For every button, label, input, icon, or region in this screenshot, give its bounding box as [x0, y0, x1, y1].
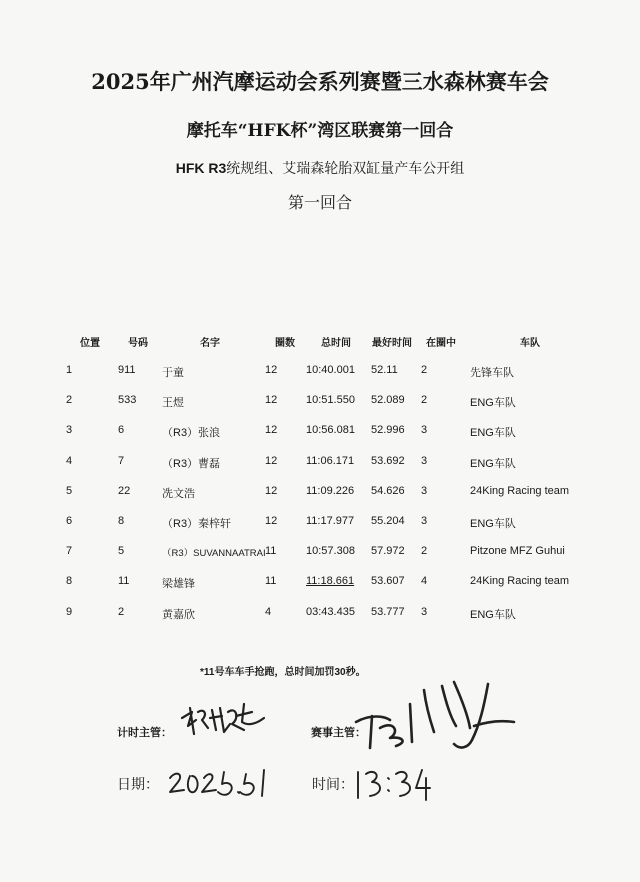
cell-best-time: 52.996	[371, 424, 405, 437]
cell-in-lap: 3	[421, 484, 428, 497]
time-label: 时间：	[312, 776, 354, 792]
cell-name: （R3）曹磊	[162, 457, 221, 470]
col-header-team: 车队	[520, 338, 540, 349]
class-group-name: 统规组、艾瑞森轮胎双缸量产车公开组	[226, 160, 465, 176]
cell-total-time: 11:17.977	[306, 515, 355, 527]
cell-total-time: 03:43.435	[306, 605, 355, 618]
cell-best-time: 55.204	[371, 515, 405, 527]
cell-position: 7	[66, 545, 73, 558]
penalty-note: *11号车车手抢跑，总时间加罚30秒。	[200, 667, 366, 678]
cell-number: 7	[118, 454, 125, 467]
cell-team: 24King Racing team	[470, 575, 570, 588]
col-header-number: 号码	[128, 338, 148, 349]
cell-name: 黄嘉欣	[162, 608, 195, 621]
race-director-label: 赛事主管：	[311, 727, 366, 739]
cell-laps: 12	[265, 364, 278, 376]
cell-name: 梁雄锋	[162, 578, 195, 591]
class-group-code: HFK R3	[175, 160, 227, 176]
cell-laps: 12	[265, 454, 278, 467]
cell-team: ENG车队	[470, 608, 516, 621]
class-group	[0, 158, 640, 178]
cell-in-lap: 3	[421, 454, 428, 467]
cell-name: （R3）SUVANNAATRAI	[162, 548, 266, 560]
cell-total-time: 10:40.001	[306, 364, 355, 376]
cell-in-lap: 3	[421, 605, 428, 618]
timing-director-signature	[178, 700, 268, 746]
cell-number: 911	[118, 364, 136, 376]
col-header-position: 位置	[80, 338, 100, 349]
cell-total-time: 10:57.308	[306, 545, 355, 558]
series-subtitle: 摩托车“HFK杯”湾区联赛第一回合	[186, 121, 454, 141]
cell-in-lap: 2	[421, 394, 428, 407]
col-header-in-lap: 在圈中	[426, 338, 456, 349]
cell-team: ENG车队	[470, 397, 516, 410]
cell-best-time: 57.972	[371, 545, 405, 558]
cell-laps: 12	[265, 394, 278, 407]
cell-in-lap: 2	[421, 545, 428, 558]
cell-number: 8	[118, 515, 125, 527]
cell-position: 2	[66, 394, 73, 407]
cell-best-time: 53.607	[371, 575, 405, 588]
cell-team: ENG车队	[470, 427, 516, 440]
cell-name: 王煜	[162, 397, 184, 410]
cell-position: 1	[66, 364, 73, 376]
cell-team: ENG车队	[470, 457, 516, 470]
date-handwritten	[166, 764, 272, 804]
col-header-laps: 圈数	[275, 338, 295, 349]
cell-laps: 11	[265, 575, 277, 588]
cell-team: ENG车队	[470, 518, 516, 530]
cell-in-lap: 3	[421, 424, 428, 437]
cell-number: 11	[118, 575, 130, 588]
cell-name: （R3）秦梓轩	[162, 518, 232, 530]
cell-total-time: 10:56.081	[306, 424, 355, 437]
cell-number: 5	[118, 545, 125, 558]
cell-position: 9	[66, 605, 73, 618]
cell-laps: 12	[265, 484, 278, 497]
cell-team: 24King Racing team	[470, 484, 570, 497]
cell-position: 5	[66, 484, 73, 497]
cell-number: 6	[118, 424, 125, 437]
cell-laps: 12	[265, 515, 278, 527]
cell-total-time: 11:09.226	[306, 484, 355, 497]
col-header-total-time: 总时间	[321, 338, 351, 349]
cell-name: 冼文浩	[162, 487, 195, 500]
race-director-signature	[350, 676, 520, 756]
cell-best-time: 53.692	[371, 454, 405, 467]
cell-best-time: 53.777	[371, 605, 405, 618]
cell-name: 于童	[162, 367, 184, 379]
col-header-best-time: 最好时间	[372, 338, 412, 349]
col-header-name: 名字	[200, 338, 220, 349]
cell-name: （R3）张浪	[162, 427, 221, 440]
cell-in-lap: 4	[421, 575, 428, 588]
time-handwritten	[352, 764, 432, 804]
cell-laps: 4	[265, 605, 272, 618]
cell-position: 4	[66, 454, 73, 467]
cell-total-time: 11:06.171	[306, 454, 355, 467]
cell-best-time: 52.11	[371, 364, 398, 376]
cell-number: 2	[118, 605, 125, 618]
cell-laps: 12	[265, 424, 278, 437]
round-title: 第一回合	[287, 193, 352, 212]
cell-in-lap: 2	[421, 364, 428, 376]
cell-total-time: 11:18.661	[306, 575, 355, 588]
cell-team: 先锋车队	[470, 367, 514, 379]
cell-total-time: 10:51.550	[306, 394, 355, 407]
cell-team: Pitzone MFZ Guhui	[470, 545, 565, 558]
event-title: 2025年广州汽摩运动会系列赛暨三水森林赛车会	[91, 69, 549, 94]
cell-position: 6	[66, 515, 73, 527]
cell-best-time: 52.089	[371, 394, 405, 407]
cell-in-lap: 3	[421, 515, 428, 527]
cell-number: 22	[118, 484, 131, 497]
cell-laps: 11	[265, 545, 277, 558]
cell-position: 3	[66, 424, 73, 437]
cell-best-time: 54.626	[371, 484, 405, 497]
timing-director-label: 计时主管：	[117, 727, 172, 739]
cell-position: 8	[66, 575, 73, 588]
date-label: 日期：	[117, 776, 159, 792]
cell-number: 533	[118, 394, 137, 407]
